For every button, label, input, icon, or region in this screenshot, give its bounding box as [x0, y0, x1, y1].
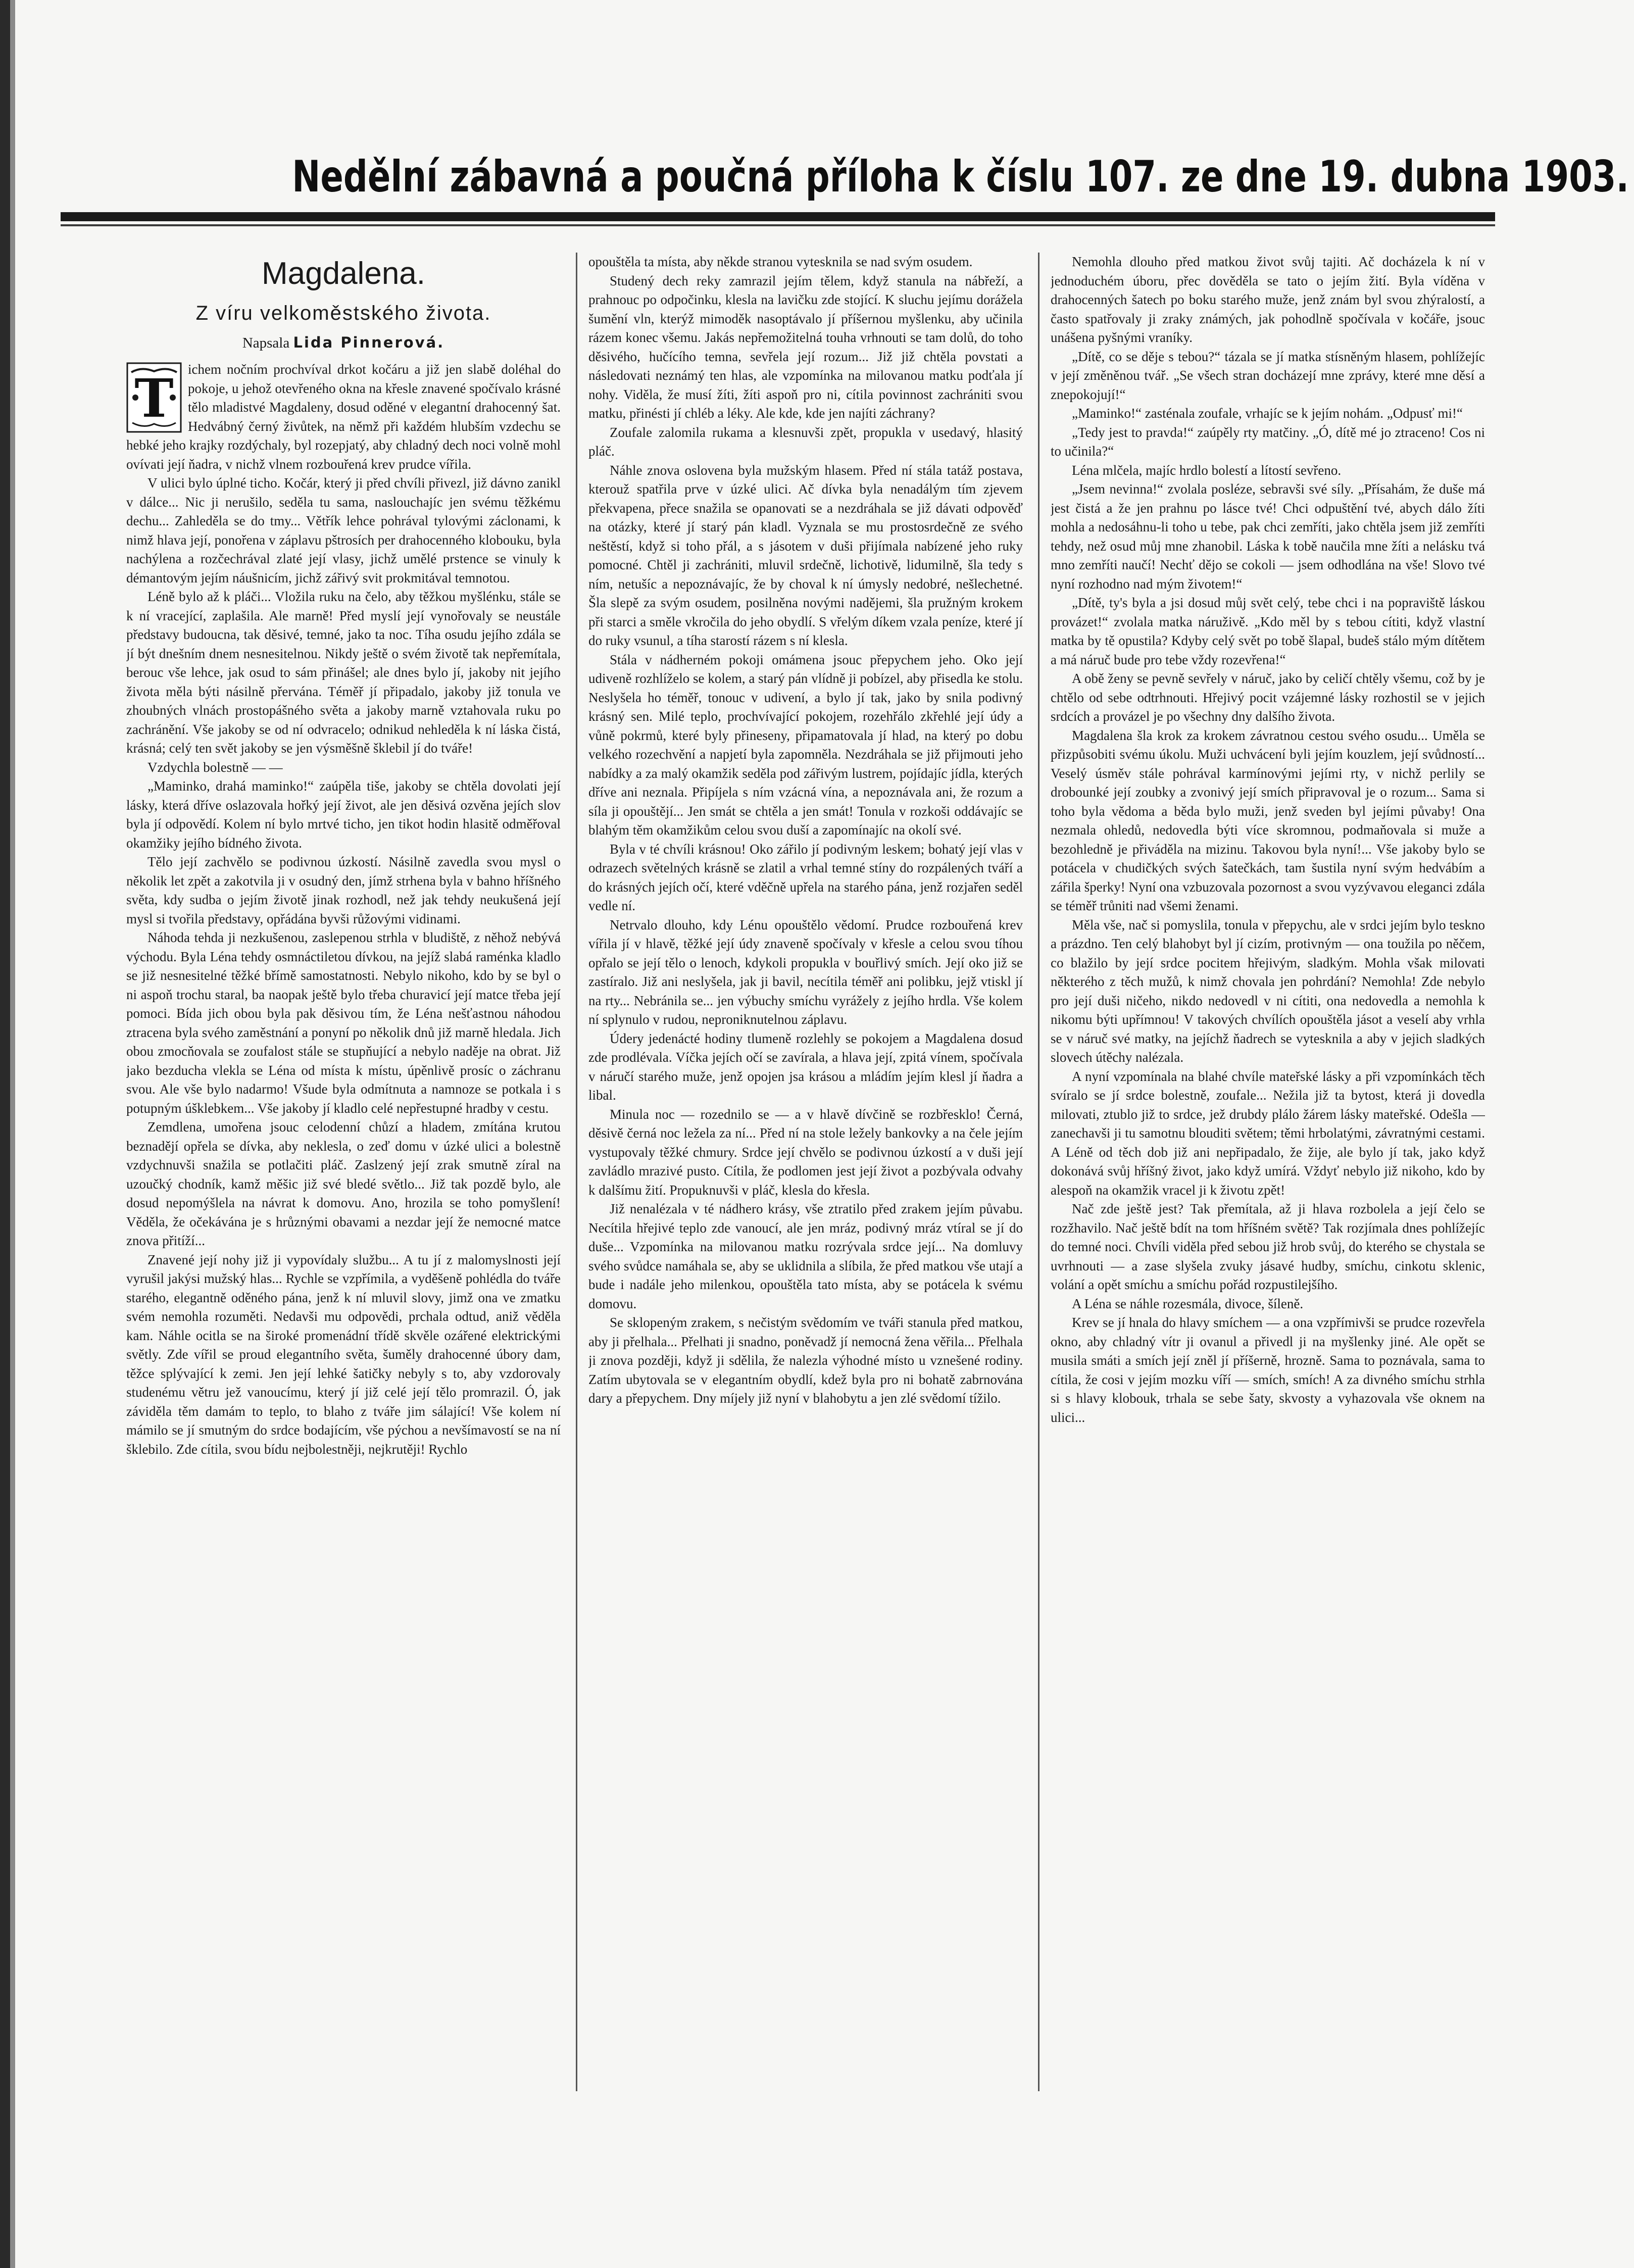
story-title: Magdalena.	[261, 256, 426, 291]
paragraph: A nyní vzpomínala na blahé chvíle mateřské lásky a při vzpomínkách těch svíralo se jí srdce bolestně, zoufale... Nežila již ta bytost, která ji dovedla milovati, ztublo již to srdce, jež drubdy plálo žárem lásky mateřské. Odešla — zanechavši ji tu samotnu blouditi světem; těmi hrbolatými, závratnými cestami. A Léně od těch dob již ani nepřipadalo, že žije, ale bylo jí tak, jako když dokonává svůj hříšný život, jako když umírá. Vždyť nebylo již nikoho, kdo by alespoň na okamžik vracel ji k životu zpět!	[1051, 1068, 1485, 1198]
paragraph: Se sklopeným zrakem, s nečistým svědomím ve tváři stanula před matkou, aby ji přelhala... Přelhati ji snadno, poněvadž jí nemocná žena věřila... Přelhala ji znova později, když ji sdělila, že nalezla výhodné místo u vznešené rodiny. Zatím ubytovala se v elegantním obydlí, kdež byla pro ni bohatě zabrnována dary a přepychem. Dny míjely již nyní v blahobytu a jen zlé svědomí tížilo.	[588, 1315, 1023, 1406]
paragraph: Údery jedenácté hodiny tlumeně rozlehly se pokojem a Magdalena dosud zde prodlévala. Víčka jejích očí se zavírala, a hlava její, zpitá vínem, spočívala v náručí starého muže, jenž opojen jsa krásou a mládím jejím klesl jí ňadra a libal.	[588, 1030, 1023, 1103]
story-byline	[126, 331, 561, 354]
paragraph: Náhoda tehda ji nezkušenou, zaslepenou strhla v bludiště, z něhož nebývá východu. Byla Léna tehdy osmnáctiletou dívkou, na jejíž slabá raménka kladlo se již nesnesitelné těžké břímě samostatnosti. Nebylo nikoho, kdo by se byl o ni aspoň trochu staral, ba naopak ještě bylo třeba churavicí její matce třeba její pomoci. Bída jich obou byla pak děsivou tím, že Léna nešťastnou náhodou ztracena byla svého zaměstnání a ponyní po několik dnů již marně hledala. Jich obou zmocňovala se zoufalost stále se stupňující a nebylo naděje na obrat. Již jako bezducha vlekla se Léna od místa k místu, úpěnlivě prosíc o záchranu svou. Ale vše bylo nadarmo! Všude byla odmítnuta a namnoze se potkala i s potupným úšklebkem... Vše jakoby jí kladlo celé nepřestupné hradby v cestu.	[126, 930, 561, 1116]
paragraph: Měla vše, nač si pomyslila, tonula v přepychu, ale v srdci jejím bylo teskno a prázdno. Ten celý blahobyt byl jí cizím, protivným — ona toužila po něčem, co blažilo by její srdce pocitem hřejivým, sladkým. Mohla však milovati některého z těch mužů, k nimž chovala jen pohrdání? Nemohla! Zde nebylo pro její duši ničeho, nikdo nedovedl v ni cítiti, ona nedovedla a nemohla k nikomu býti upřímnou! V takových chvílích opouštěla jásot a veselí aby vrhla se v náruč své matky, na jejíchž ňadrech se vytesknila a aby v jejich sladkých slovech útěchy nalézala.	[1051, 917, 1485, 1065]
paragraph: Zoufale zalomila rukama a klesnuvši zpět, propukla v usedavý, hlasitý pláč.	[588, 424, 1023, 459]
paragraph: „Tedy jest to pravda!“ zaúpěly rty matčiny. „Ó, dítě mé jo ztraceno! Cos ni to učinila?“	[1051, 424, 1485, 459]
dropcap-ornament	[126, 362, 182, 433]
paragraph: ichem nočním prochvíval drkot kočáru a již jen slabě doléhal do pokoje, u jehož otevřeného okna na křesle znavené spočívalo krásné tělo mladistvé Magdaleny, dosud oděné v elegantní drahocenný šat. Hedvábný černý živůtek, na němž při každém hlubším vzdechu se hebké jeho krajky rozdýchaly, byl rozepjatý, aby chladný dech noci volně mohl ovívati její ňadra, v nichž vlnem rozbouřená krev prudce vířila.	[126, 362, 561, 472]
paragraph: Nemohla dlouho před matkou život svůj tajiti. Ač docházela k ní v jednoduchém úboru, přec dověděla se tato o jejím žití. Byla víděna v drahocenných šatech po boku starého muže, jenž znám byl svou zhýralostí, a často spatřovaly ji zraky známých, jak pohodlně spočívala v kočáře, jsouc unášena pyšnými vraníky.	[1051, 254, 1485, 345]
paragraph: Tělo její zachvělo se podivnou úzkostí. Násilně zavedla svou mysl o několik let zpět a zakotvila ji v osudný den, jímž strhena byla v bahno hříšného světa, kdy sudba o jejím životě jinak rozhodl, než jak tehdy neukušená její mysl si tvořila představy, opřádána byvši růžovými vidinami.	[126, 854, 561, 926]
paragraph: Minula noc — rozednilo se — a v hlavě dívčině se rozbřesklo! Černá, děsivě černá noc ležela za ní... Před ní na stole ležely bankovky a na čele jejím vystupovaly těžké chmury. Srdce její chvělo se podivnou úzkostí a v duši její zavládlo mrazivé pusto. Cítila, že podlomen jest její život a pozbývala odvahy k dalšímu žití. Propuknuvši v pláč, klesla do křesla.	[588, 1106, 1023, 1198]
paragraph: Náhle znova oslovena byla mužským hlasem. Před ní stála tatáž postava, kterouž spatřila prve v úzké ulici. Ač dívka byla nenadálým tím zjevem překvapena, přece snažila se opanovati se a nezdráhala se již dávati odpověď na otázky, které jí starý pán kladl. Vyznala se mu prostosrdečně ze svého neštěstí, když si toho přál, a s jásotem v duši přijímala nabízené jeho ruky pomocné. Chtěl ji zachrániti, mluvil srdečně, lichotivě, lidumilně, šla tedy s ním, netušíc a nepoznávajíc, že by choval k ní úmysly nedobré, nešlechetné. Šla slepě za svým osudem, posilněna novými nadějemi, šla pružným krokem při starci a směle vkročila do jeho obydlí. S vřelým díkem vzala peníze, které jí do ruky vsunul, a tíha starostí rázem s ní klesla.	[588, 462, 1023, 648]
paragraph: „Maminko, drahá maminko!“ zaúpěla tiše, jakoby se chtěla dovolati její lásky, která dříve oslazovala hořký její život, ale jen děsivá ozvěna jejích slov byla jí odpovědí. Kolem ní bylo mrtvé ticho, jen tikot hodin hlasitě odměřoval okamžiky jejího bídného života.	[126, 778, 561, 851]
paragraph: „Dítě, co se děje s tebou?“ tázala se jí matka stísněným hlasem, pohlížejíc v její změněnou tvář. „Se všech stran docházejí mne zprávy, které mne děsí a znepokojují!“	[1051, 349, 1485, 402]
masthead: Nedělní zábavná a poučná příloha k číslu 107. ze dne 19. dubna 1903.	[292, 152, 1629, 202]
byline-prefix: Napsala	[242, 335, 290, 351]
dropcap-letter: T	[134, 367, 174, 429]
column-rule-1	[576, 253, 577, 2091]
paragraph: „Dítě, ty's byla a jsi dosud můj svět celý, tebe chci i na popraviště láskou provázet!“ zvolala matka náruživě. „Kdo měl by s tebou cítiti, když vlastní matka by tě opustila? Kdyby celý svět po tobě šlapal, budeš stálo mým dítětem a má náruč bude pro tebe vždy rozevřena!“	[1051, 595, 1485, 667]
column-3	[1051, 253, 1485, 2132]
paragraph: Studený dech reky zamrazil jejím tělem, když stanula na nábřeží, a prahnouc po odpočinku, klesla na lavičku zde stojící. K sluchu jejímu dorážela šumění vln, kterýž mimoděk nasoptávalo jí příšernou myšlenku, aby učinila rázem konec všemu. Jakás nepřemožitelná touha vrhnouti se tam dolů, do toho děsivého, hučícího temna, sevřela její rozum... Již již chtěla povstati a následovati neznámý ten hlas, ale vzpomínka na milovanou matku podťala jí nohy. Viděla, že musí žíti, žíti aspoň pro ni, cítila povinnost zachrániti svou matku, přinésti jí chléb a léky. Ale kde, kde jen najíti záchrany?	[588, 273, 1023, 421]
paragraph: Netrvalo dlouho, kdy Lénu opouštělo vědomí. Prudce rozbouřená krev vířila jí v hlavě, těžké její údy znaveně spočívaly v křesle a celou svou tíhou opřalo se její tělo o lenoch, kdykoli propukla v bouřlivý smích. Její oko již se zastíralo. Již ani neslyšela, jak ji bavil, necítila téměř ani polibku, jejž vtiskl jí na rty... Nebránila se... jen výbuchy smíchu vyrážely z jejího hrdla. Vše kolem ní splynulo v rudou, neproniknutelnou záplavu.	[588, 917, 1023, 1027]
paragraph: Znavené její nohy již ji vypovídaly službu... A tu jí z malomyslnosti její vyrušil jakýsi mužský hlas... Rychle se vzpřímila, a vyděšeně pohlédla do tváře starého, elegantně oděného pána, jenž k ní mluvil slovy, jimž ona ve zmatku svém nemohla rozuměti. Nedavši mu odpovědi, prchala odtud, aniž věděla kam. Náhle ocitla se na široké promenádní třídě skvěle ozářené elektrickými světly. Zde vířil se proud elegantního světa, šuměly drahocenné úbory dam, těžce splývající k zemi. Jen její lehké šatičky nebyly s to, aby vzdorovaly studenému větru jež vanoucímu, který jí již celé její tělo promrazil. Ó, jak záviděla těm damám to teplo, to blaho z tváře jim sálající! Vše kolem ní mámilo se jí smutným do srdce bodajícím, vše pýchou a nevšímavostí se na ní šklebilo. Zde cítila, svou bídu nejbolestněji, nejkrutěji! Rychlo	[126, 1252, 561, 1457]
paragraph: Zemdlena, umořena jsouc celodenní chůzí a hladem, zmítána krutou beznadějí opřela se dívka, aby neklesla, o zeď domu v úzké ulici a bolestně vzdychnuvši snažila se potlačiti pláč. Zaslzený její zrak smutně zíral na uzoučký chodník, kamž měšic již své bledé světlo... Již tak pozdě bylo, ale dosud nepomýšlela na návrat k domovu. Ano, hrozila se toho pomyšlení! Věděla, že očekávána je s hrůznými obavami a nezdar její že nemocné matce znova přitíží...	[126, 1119, 561, 1248]
paragraph: Byla v té chvíli krásnou! Oko zářilo jí podivným leskem; bohatý její vlas v odrazech světelných krásně se zlatil a vrhal temné stíny do rozpálených tváří a do krásných jejích očí, které vděčně upřela na starého pána, jenž rozjařen seděl vedle ní.	[588, 841, 1023, 913]
paragraph: „Jsem nevinna!“ zvolala posléze, sebravši své síly. „Přísahám, že duše má jest čistá a že jen prahnu po lásce tvé! Chci odpuštění tvé, abych dálo žíti mohla a nedosáhnu-li toho u tebe, pak chci zemříti, jako chtěla jsem již zemříti tehdy, než osud můj mne zhanobil. Láska k tobě naučila mne žíti a nelásku tvá mno zemříti naučí! Nechť dějo se cokoli — jsem odhodlána na vše! Slovo tvé nyní rozhodno nad mým životem!“	[1051, 481, 1485, 591]
paragraph: Již nenalézala v té nádhero krásy, vše ztratilo před zrakem jejím půvabu. Necítila hřejivé teplo zde vanoucí, ale jen mráz, podivný mráz vtíral se jí do duše... Vzpomínka na milovanou matku rozrývala srdce její... Na domluvy svého svůdce namáhala se, aby se uklidnila a slíbila, že před matkou vše utají a bude i nadále jeho milenkou, opouštěla tato místa, aby se potácela k svému domovu.	[588, 1201, 1023, 1311]
paragraph: Krev se jí hnala do hlavy smíchem — a ona vzpřímivši se prudce rozevřela okno, aby chladný vítr ji ovanul a přivedl ji na myšlenky jiné. Ale opět se musila smáti a smích její zněl jí příšerně, hrozně. Sama to poznávala, sama to cítila, že cosi v jejím mozku víří — smích, smích! A za divného smíchu strhla si s hlavy klobouk, trhala se sebe šaty, skvosty a vyhazovala vše oknem na ulici...	[1051, 1315, 1485, 1425]
paragraph: Magdalena šla krok za krokem závratnou cestou svého osudu... Uměla se přizpůsobiti svému úkolu. Muži uchvácení byli jejím kouzlem, její svůdností... Veselý úsměv stále pohrával karmínovými jejími rty, v nichž perlily se drobounké její zoubky a zvonivý její smích připravoval je o rozum... Sama si toho byla vědoma a běda bylo muži, jenž sveden byl jejími půvaby! Ona nezmala ohledů, nedovedla býti více skromnou, podmaňovala si muže a bezohledně je přiváděla na mizinu. Takovou byla nyní!... Vše jakoby bylo se potácela v chudičkých svých šatečkách, tam šustila nyní svým hedvábím a zářila šperky! Nyní ona vzbuzovala pozornost a svou vyzývavou eleganci zdála se téměř trůniti nad všemi ženami.	[1051, 727, 1485, 913]
paragraph: Nač zde ještě jest? Tak přemítala, až ji hlava rozbolela a její čelo se rozžhavilo. Nač ještě bdít na tom hříšném světě? Tak rozjímala dnes pohlížejíc do temné noci. Chvíli viděla před sebou již hrob svůj, do kterého se chystala se uvrhnouti — a zase slyšela zvuky jásavé hudby, smíchu, cinkotu sklenic, volání a opět smíchu a smíchu pořád rozpustilejšího.	[1051, 1201, 1485, 1292]
paragraph: Léna mlčela, majíc hrdlo bolestí a lítostí sevřeno.	[1072, 462, 1342, 478]
story-subtitle: Z víru velkoměstského života.	[195, 302, 491, 324]
column-1	[126, 253, 561, 2132]
column-rule-2	[1038, 253, 1039, 2091]
masthead-rule-thick	[61, 212, 1495, 221]
scan-edge	[0, 0, 10, 2268]
paragraph: V ulici bylo úplné ticho. Kočár, který ji před chvíli přivezl, již dávno zanikl v dálce... Nic ji nerušilo, seděla tu sama, naslouchajíc jen svému těžkému dechu... Zahleděla se do tmy... Větřík lehce pohrával tylovými záclonami, k nimž hlava její, ponořena v záplavu pštrosích per drahocenného klobouku, byla nachýlena a rozčechrával zlaté její vlasy, jichž umělé prstence se vinuly k démantovým jejím náušnicím, jichž zářivý svit prokmitával temnotou.	[126, 475, 561, 585]
paragraph: A Léna se náhle rozesmála, divoce, šíleně.	[1072, 1296, 1304, 1311]
paragraph: Stála v nádherném pokoji omámena jsouc přepychem jeho. Oko její udiveně rozhlíželo se kolem, a starý pán vlídně ji pobízel, aby přisedla ke stolu. Neslyšela ho téměř, tonouc v udivení, a bylo jí tak, jako by snila podivný krásný sen. Milé teplo, prochvívající pokojem, rozehřálo zkřehlé její údy a vůně pokrmů, které byly přineseny, připamatovala jí hlad, na který po dobu velkého rozechvění a napjetí byla zapomněla. Nezdráhala se již přijmouti jeho nabídky a za malý okamžik seděla pod zářivým lustrem, pojídajíc jídla, kterých dříve ani neznala. Připíjela s ním vzácná vína, a nepoznávala ani, že rozum a síla ji opouštějí... Jen smát se chtěla a jen smát! Tonula v rozkoši oddávajíc se blahým těm okamžikům celou svou duší a zapomínajíc na okolí své.	[588, 652, 1023, 837]
paragraph: Léně bylo až k pláči... Vložila ruku na čelo, aby těžkou myšlénku, stále se k ní vracející, zaplašila. Ale marně! Před myslí její vynořovaly se neustále představy budoucna, tak děsivé, temné, jako ta noc. Tíha osudu jejího zdála se jí být dnešním dnem nesnesitelnou. Nikdy ještě o svém životě tak nepřemítala, berouc vše lehce, jak osud to sám přinášel; ale dnes bylo jí, jakoby nit jejího života měla býti násilně přervána. Téměř jí připadalo, jakoby již tonula ve zhoubných vlnách prostopášného světa a jakoby marně vztahovala ruku po zachránění. Vše jakoby se od ní odvracelo; odnikud nehleděla k ní láska čistá, krásná; celý ten svět jakoby se jen výsměšně šklebil jí do tváře!	[126, 589, 561, 756]
author-name: Lida Pinnerová.	[293, 334, 445, 351]
paragraph: Vzdychla bolestně — —	[147, 759, 283, 775]
paragraph: A obě ženy se pevně sevřely v náruč, jako by celičí chtěly všemu, což by je chtělo od sebe odtrhnouti. Hřejivý pocit vzájemné lásky rozhostil se v jejich srdcích a provázel je po všechny dny dalšího života.	[1051, 671, 1485, 724]
masthead-rule-thin	[61, 224, 1495, 226]
column-2	[588, 253, 1023, 2132]
scan-edge-shadow	[10, 0, 15, 2268]
paragraph: opouštěla ta místa, aby někde stranou vytesknila se nad svým osudem.	[588, 254, 973, 269]
paragraph: „Maminko!“ zasténala zoufale, vrhajíc se k jejím nohám. „Odpusť mi!“	[1072, 406, 1463, 421]
